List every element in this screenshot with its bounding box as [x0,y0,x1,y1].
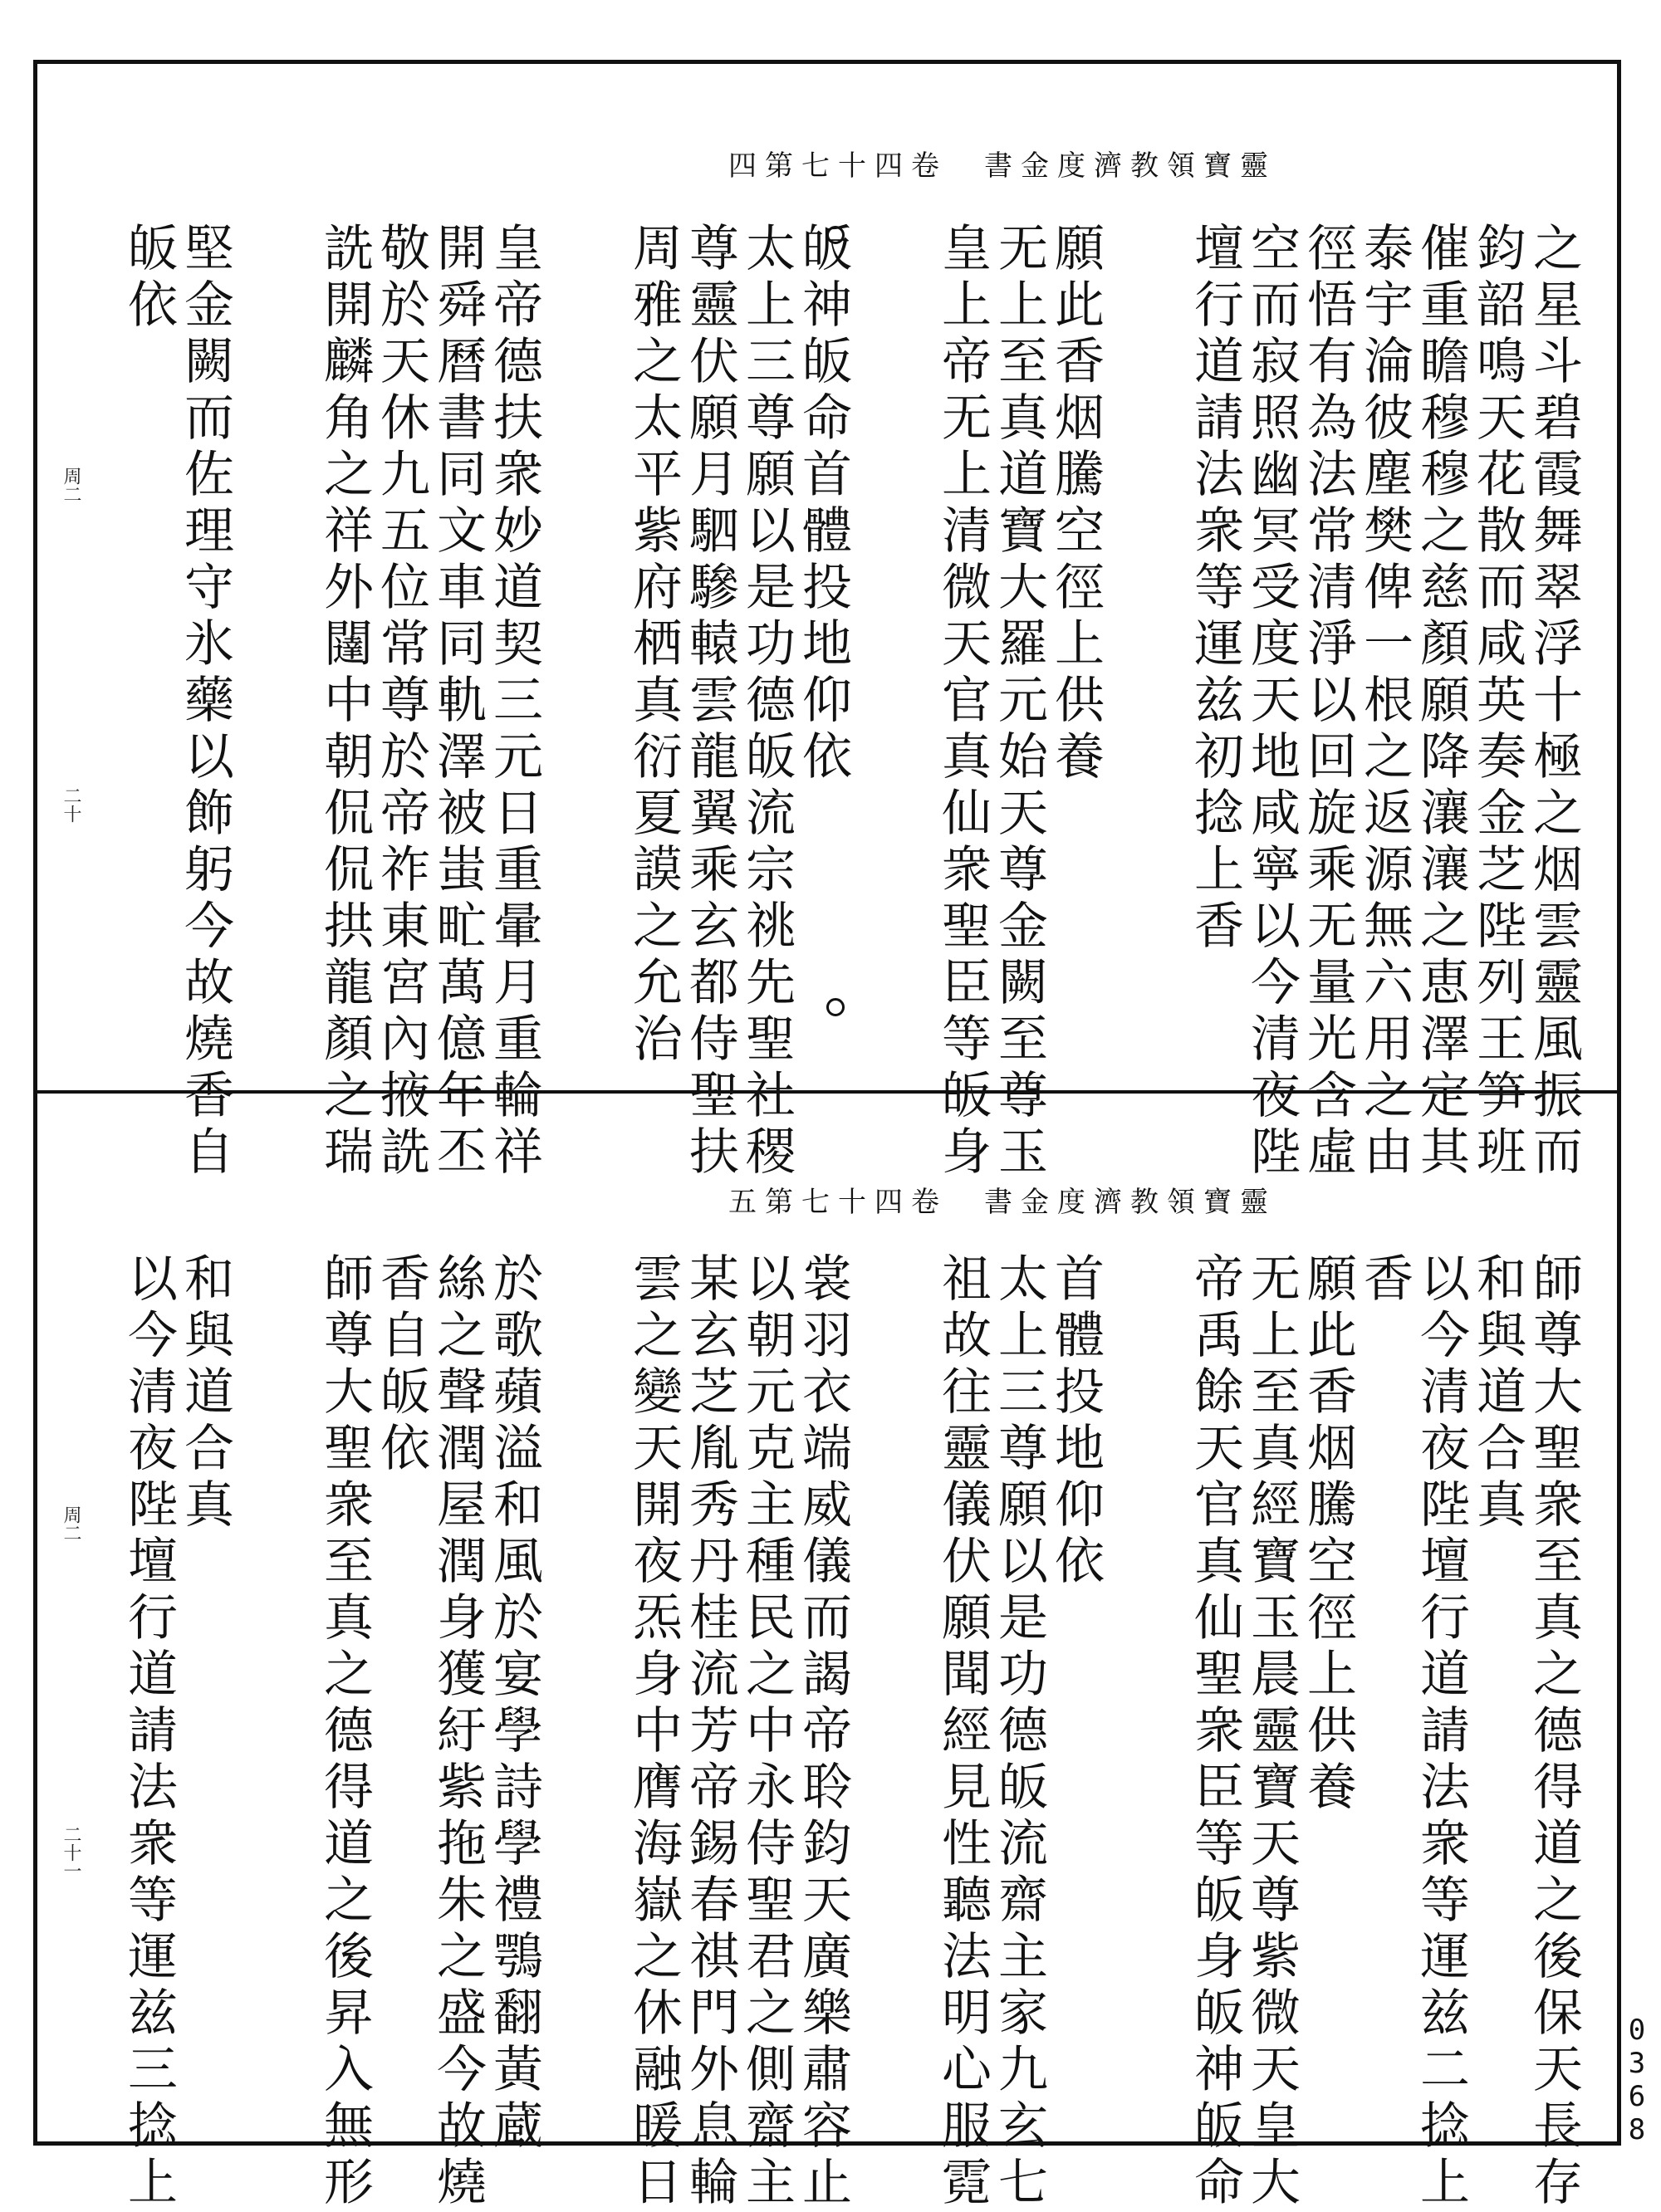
text-column: 泰宇淪彼塵樊俾一根之返源無六用之由 [1355,222,1414,1182]
text-column: 皇帝德扶衆妙道契三元日重暈月重輪祥 [485,222,543,1182]
text-column: 太上三尊願以是功德皈流宗祧先聖社稷 [737,222,796,1182]
text-column: 皈神皈命首體投地仰依 [794,222,852,786]
text-column: 和與道合真 [1468,1252,1526,1534]
text-column: 催重瞻穆穆之慈顏願降瀼瀼之恵澤定其 [1412,222,1470,1182]
text-column: 師尊大聖衆至真之德得道之後保天長存 [1525,1252,1583,2212]
text-column: 開舜曆書同文車同軌澤被蚩甿萬億年丕 [429,222,487,1182]
margin-note: 二十一 [61,1825,81,1880]
text-column: 某玄芝胤秀丹桂流芳帝錫春祺門外息輪 [681,1252,739,2212]
text-column: 皇上帝无上清微天官真仙衆聖臣等皈身 [933,222,992,1182]
text-column: 以今清夜陛壇行道請法衆等運兹三捻上 [120,1252,178,2212]
text-column: 周雅之太平紫府栖真衍夏謨之允治 [625,222,683,1069]
text-column: 空而寂照幽冥受度天地咸寧以今清夜陛 [1242,222,1301,1182]
punctuation-circle [826,998,845,1016]
text-column: 太上三尊願以是功德皈流齋主家九玄七 [990,1252,1048,2212]
text-column: 无上至真經寶玉晨靈寶天尊紫微天皇大 [1242,1252,1301,2212]
text-column: 絲之聲潤屋潤身獲紆紫拖朱之盛今故燒 [429,1252,487,2212]
text-column: 裳羽衣端威儀而謁帝聆鈞天廣樂肅容止 [794,1252,852,2212]
running-header: 靈寶領教濟度金書 卷四十七第五 [728,1186,1276,1219]
text-column: 和與道合真 [176,1252,234,1534]
text-column: 以朝元克主種民之中永侍聖君之側齋主 [737,1252,796,2212]
punctuation-circle [826,226,845,244]
margin-note: 周二 [61,1505,81,1542]
running-header: 靈寶領教濟度金書 卷四十七第四 [728,149,1276,183]
text-column: 香自皈依 [372,1252,430,1478]
text-column: 首體投地仰依 [1046,1252,1105,1591]
text-column: 之星斗碧霞舞翠浮十極之烟雲靈風振而 [1525,222,1583,1182]
text-column: 尊靈伏願月駟驂轅雲龍翼乘玄都侍聖扶 [681,222,739,1182]
text-column: 以今清夜陛壇行道請法衆等運兹二捻上 [1412,1252,1470,2212]
text-column: 堅金闕而佐理守氷藥以飾躬今故燒香自 [176,222,234,1182]
text-column: 帝禹餘天官真仙聖衆臣等皈身皈神皈命 [1186,1252,1244,2212]
text-column: 鈞韶鳴天花散而咸英奏金芝陛列王笋班 [1468,222,1526,1182]
text-column: 於歌蘋溢和風於宴學詩學禮鶚翻黃蔵 [485,1252,543,2156]
text-column: 香 [1355,1252,1414,1309]
text-column: 祖故往靈儀伏願聞經見性聽法明心服霓 [933,1252,992,2212]
text-column: 无上至真道寶大羅元始天尊金闕至尊玉 [990,222,1048,1182]
bottom-page-panel [37,1094,1617,2212]
page-number: 0368 [1620,2014,1654,2146]
text-column: 願此香烟騰空徑上供養 [1046,222,1105,786]
text-column: 壇行道請法衆等運兹初捻上香 [1186,222,1244,956]
text-column: 皈依 [120,222,178,335]
margin-note: 周二 [61,467,81,503]
text-column: 雲之變天開夜炁身中膺海嶽之休融暖日 [625,1252,683,2212]
text-column: 敬於天休九五位常尊於帝祚東宮內掖詵 [372,222,430,1182]
text-column: 徑悟有為法常清淨以回旋乘无量光含虛 [1299,222,1357,1182]
text-column: 師尊大聖衆至真之德得道之後昇入無形 [316,1252,374,2212]
text-column: 詵開麟角之祥外闥中朝侃侃拱龍顏之瑞 [316,222,374,1182]
text-column: 願此香烟騰空徑上供養 [1299,1252,1357,1817]
top-page-panel [37,64,1617,1182]
margin-note: 二十 [61,786,81,823]
